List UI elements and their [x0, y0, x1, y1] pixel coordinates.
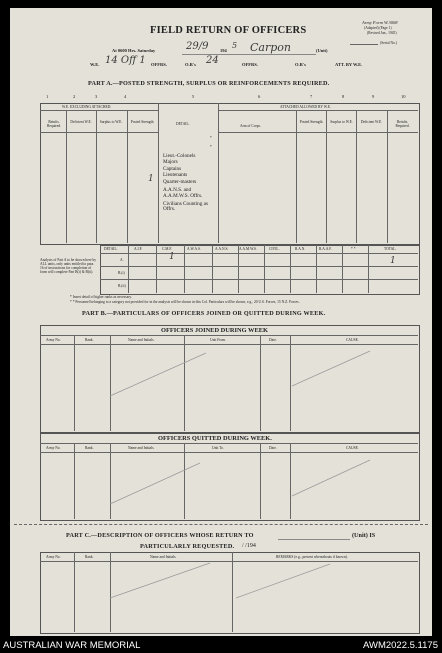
rank-captains: Captains [163, 165, 182, 172]
strike-partc-1 [110, 563, 210, 598]
quitted-title: OFFICERS QUITTED DURING WEEK. [158, 435, 272, 442]
strike-lines [10, 8, 432, 636]
quitted-head-date: Date. [269, 446, 277, 450]
form-adapted: (Adapted) (Page 1) [364, 26, 392, 30]
c-head-remarks: REMARKS (e.g., present whereabouts if known). [276, 555, 348, 559]
strike-partc-2 [236, 564, 330, 598]
an-head-aans: A.A.N.S. [215, 247, 229, 251]
joined-head-date: Date. [269, 338, 277, 342]
head-reinfts-left: Reinfts. Required. [46, 120, 62, 128]
quitted-head-name: Name and Initials. [128, 446, 155, 450]
ors-label: O.R's [185, 62, 196, 67]
head-arm-corps: Arm of Corps. [240, 124, 261, 128]
we-excluding-attached: W.E. EXCLUDING ATTACHED. [62, 105, 112, 109]
an-head-total: TOTAL. [384, 247, 397, 251]
we-label: W.E. [90, 62, 100, 67]
joined-title: OFFICERS JOINED DURING WEEK [161, 327, 268, 334]
ors-handwritten: 24 [206, 55, 219, 66]
an-head-aamws: A.A.M.W.S. [239, 247, 257, 251]
year-handwritten: 5 [232, 41, 238, 50]
analysis-text: Analysis of Part A to be shown here by ALL units, only units entitled to para. 16 of instructions for completion of form will complete Part B(i) & B(ii). [40, 258, 97, 274]
an-row-bi: B.(i) [118, 271, 125, 275]
footer-credit: AUSTRALIAN WAR MEMORIAL [3, 640, 141, 651]
part-a-title: PART A.—POSTED STRENGTH, SURPLUS OR REINFORCEMENTS REQUIRED. [88, 80, 330, 87]
joined-head-army-no: Army No. [46, 338, 61, 342]
an-head-awas: A.W.A.S. [187, 247, 201, 251]
total-handwritten: 1 [390, 256, 396, 266]
form-title: FIELD RETURN OF OFFICERS [150, 25, 307, 36]
joined-head-name: Name and Initials. [128, 338, 155, 342]
date-handwritten: 29/9 [186, 41, 209, 52]
an-head-civil: CIVIL. [269, 247, 280, 251]
joined-head-unit-from: Unit From. [210, 338, 226, 342]
part-c-date: / /194 [242, 543, 256, 549]
rank-lieutenants: Lieutenants [163, 172, 188, 179]
form-revised: (Revised Jan., 1945) [367, 31, 397, 35]
rank-quartermasters: Quarter-masters [163, 178, 197, 185]
c-head-rank: Rank. [85, 555, 94, 559]
detail-header: DETAIL. [176, 122, 190, 126]
an-head-other: * * [351, 247, 356, 251]
year-label: 194 [220, 48, 227, 53]
an-head-detail: DETAIL. [104, 247, 118, 251]
column-numbers: 1 2 3 4 5 6 7 8 9 10 [46, 94, 406, 99]
quitted-head-army-no: Army No. [46, 446, 61, 450]
an-head-cmf: C.M.F. [162, 247, 172, 251]
quitted-head-rank: Rank. [85, 446, 94, 450]
quitted-head-cause: CAUSE. [346, 446, 359, 450]
part-c-unit: (Unit) IS [352, 532, 376, 539]
an-row-bii: B.(ii) [118, 284, 126, 288]
form-sheet: FIELD RETURN OF OFFICERS Army Form W.3008 (Adapted) (Page 1) (Revised Jan., 1945) (Serial No.) At 0600 Hrs. Saturday 29/9 194 5 Carpon (Unit) W.E. 14 Off 1 OFFRS. 24 O.R's OFFRS. O.R's ATT. BY W.E. PART A.—POSTED STRENGTH, SURPLUS OR REINFORCEMENTS REQUIRED. 1 2 3 4 5 6 7 8 9 10 W.E. EXCLUDING ATTACHED. ATTACHED ALLOWED BY W.E. DETAIL. Reinfts. Required. Deficient W.E. Surplus to W.E. Posted Strength. Arm of Corps. Posted Strength. Surplus to W.E. Deficient W.E. Reinfts. Required. 1 * * Lieut.-Colonels Majors Captains Lieutenants Quarter-masters A.A.N.S. and A.A.M.W.S. Offrs. Civilians Counting as Offrs. Analysis of Part A to be shown here by ALL units, only units entitled to para. 16 of instructions for completion of form will complete Part B(i) & B(ii). DETAIL. A.I.F. C.M.F. A.W.A.S. A.A.N.S. A.A.M.W.S. CIVIL. R.A.N. R.A.A.F. * * TOTAL. A. B.(i) B.(ii) 1 1 * Insert detail of higher ranks as necessary. * * Personnel belonging to a category not provided for in the analysis will be shown in this Col. Particulars will be shown, e.g., 20 U.S. Forces, 15 N.Z. Forces. PART B.—PARTICULARS OF OFFICERS JOINED OR QUITTED DURING WEEK. OFFICERS JOINED DURING WEEK Army No. Rank. Name and Initials. Unit From. Date. CAUSE. OFFICERS QUITTED DURING WEEK. Army No. Rank. Name and Initials. Unit To. Date. CAUSE. PART C.—DESCRIPTION OF OFFICERS WHOSE RETURN TO (Unit) IS PARTICULARLY REQUESTED. / /194 Army No. Rank. Name and Initials. REMARKS (e.g., present whereabouts if known). [10, 8, 432, 636]
note-category: * * Personnel belonging to a category not provided for in the analysis will be shown in this Col. Particulars will be shown, e.g., 20 U.S. Forces, 15 N.Z. Forces. [70, 300, 300, 304]
quitted-head-unit-to: Unit To. [212, 446, 224, 450]
part-c-particularly: PARTICULARLY REQUESTED. [140, 543, 235, 550]
an-row-a: A. [120, 258, 124, 262]
offrs2-label: OFFRS. [242, 62, 258, 67]
unit-handwritten: Carpon [250, 41, 291, 54]
head-surplus-right: Surplus to W.E. [330, 120, 353, 124]
part-c-title: PART C.—DESCRIPTION OF OFFICERS WHOSE RETURN TO [66, 532, 254, 539]
head-deficient-right: Deficient W.E. [360, 120, 383, 124]
we-handwritten: 14 Off 1 [105, 55, 146, 66]
footer-accession: AWM2022.5.1175 [363, 640, 438, 651]
joined-head-rank: Rank. [85, 338, 94, 342]
an-head-aif: A.I.F. [134, 247, 143, 251]
an-head-ran: R.A.N. [295, 247, 306, 251]
note-higher-ranks: * Insert detail of higher ranks as necessary. [70, 295, 132, 299]
posted-strength-handwritten: 1 [148, 174, 154, 184]
offrs-label: OFFRS. [151, 62, 167, 67]
rank-lt-colonels: Lieut.-Colonels [163, 153, 196, 159]
strike-quitted-2 [292, 460, 370, 496]
strike-joined-1 [110, 353, 206, 396]
form-number: Army Form W.3008 [362, 20, 398, 25]
head-posted-left: Posted Strength. [130, 120, 155, 124]
rank-aamws: A.A.M.W.S. Offrs. [163, 193, 203, 200]
unit-label: (Unit) [316, 48, 328, 53]
rank-civilians: Civilians Counting as Offrs. [163, 200, 208, 213]
head-surplus-left: Surplus to W.E. [99, 120, 123, 124]
serial-number-label: (Serial No.) [380, 41, 397, 45]
cmf-handwritten: 1 [169, 252, 175, 262]
c-head-name: Name and Initials. [150, 555, 177, 559]
att-by-we-label: ATT. BY W.E. [335, 62, 363, 67]
rank-majors: Majors [163, 159, 178, 166]
strike-joined-2 [292, 351, 370, 386]
rank-aans: A.A.N.S. and [163, 187, 192, 194]
part-b-title: PART B.—PARTICULARS OF OFFICERS JOINED OR QUITTED DURING WEEK. [82, 310, 326, 317]
head-posted-right: Posted Strength. [299, 120, 324, 124]
joined-head-cause: CAUSE. [346, 338, 359, 342]
head-deficient-left: Deficient W.E. [70, 120, 92, 124]
an-head-raaf: R.A.A.F. [319, 247, 332, 251]
head-reinfts-right: Reinfts. Required. [395, 120, 410, 128]
attached-allowed: ATTACHED ALLOWED BY W.E. [280, 105, 331, 109]
footer [0, 638, 442, 653]
c-head-army-no: Army No. [46, 555, 61, 559]
ors2-label: O.R's [295, 62, 306, 67]
at-hours-label: At 0600 Hrs. Saturday [112, 48, 156, 53]
strike-quitted-1 [110, 463, 200, 504]
